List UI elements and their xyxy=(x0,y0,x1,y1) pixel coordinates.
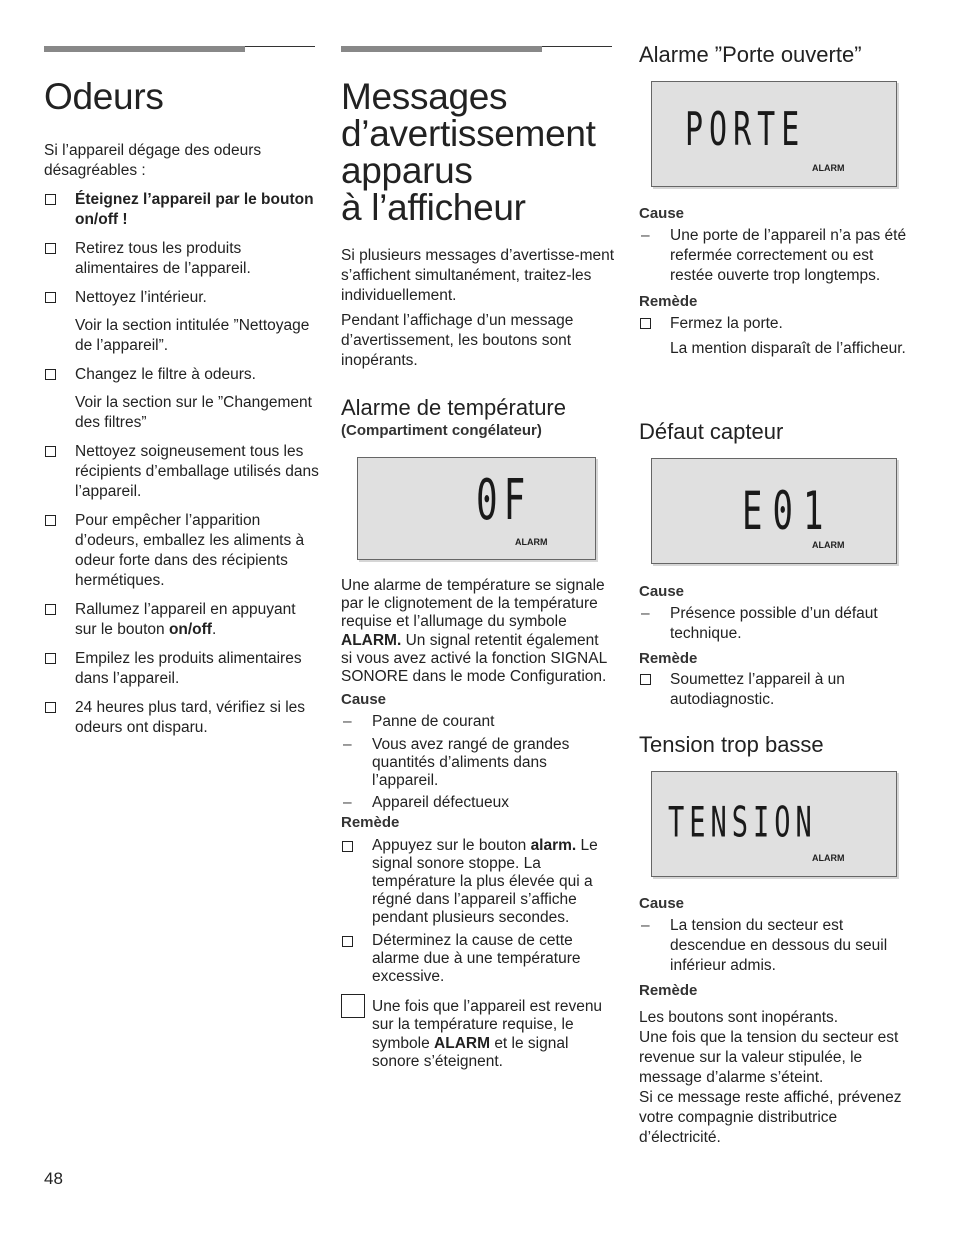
description xyxy=(341,577,611,686)
remedy-label: Remède xyxy=(639,293,698,310)
item-text: Empilez les produits alimentaires dans l’appareil. xyxy=(75,650,302,687)
display-tension xyxy=(651,771,897,877)
title-line: d’avertissement xyxy=(341,113,596,154)
section-title-capteur: Défaut capteur xyxy=(639,419,784,444)
section-title-tension: Tension trop basse xyxy=(639,732,824,757)
list-item xyxy=(44,365,319,385)
list-item xyxy=(44,288,319,308)
alarm-label: ALARM xyxy=(812,540,845,550)
cause-label: Cause xyxy=(341,691,387,709)
cause-label: Cause xyxy=(639,205,685,222)
remedy-text: Une fois que l’appareil est revenu sur la température requise, le symbole xyxy=(372,998,603,1052)
cause-label: Cause xyxy=(639,583,685,600)
top-rule-col1 xyxy=(44,46,315,48)
top-rule-col2 xyxy=(341,46,612,48)
list-item xyxy=(44,239,319,279)
remedy-paragraph: Si ce message reste affiché, prévenez votre compagnie distributrice d’électricité. xyxy=(639,1089,902,1146)
display-segments: E01 xyxy=(742,481,834,543)
rule-bar xyxy=(341,46,542,52)
remedy-text: Appuyez sur le bouton xyxy=(372,836,531,854)
title-odeurs: Odeurs xyxy=(44,76,164,117)
cause-item: – Vous avez rangé de grandes quantités d’aliments dans l’appareil. xyxy=(341,736,611,791)
intro-text: Si l’appareil dégage des odeurs désagréables : xyxy=(44,142,262,179)
tension-body xyxy=(639,894,909,1148)
title-line: Messages xyxy=(341,76,508,117)
display-segments: TENSION xyxy=(668,799,817,848)
list-item xyxy=(44,649,319,689)
item-text: Nettoyez l’intérieur. xyxy=(75,289,207,306)
section-title-porte: Alarme ”Porte ouverte” xyxy=(639,42,862,67)
checklist xyxy=(44,190,319,738)
display-temperature xyxy=(357,457,596,560)
cause-item: – La tension du secteur est descendue en dessous du seuil inférieur admis. xyxy=(639,916,909,976)
item-text: 24 heures plus tard, vérifiez si les odeurs ont disparu. xyxy=(75,699,306,736)
display-segments: PORTE xyxy=(685,103,806,158)
cause-label: Cause xyxy=(639,895,685,912)
page-number: 48 xyxy=(44,1169,63,1188)
list-item xyxy=(44,511,319,591)
alarm-label: ALARM xyxy=(515,537,548,547)
title-messages xyxy=(341,78,616,226)
item-text-a: Rallumez l’appareil en appuyant sur le bouton xyxy=(75,601,296,638)
title-line: à l’afficheur xyxy=(341,187,526,228)
item-text: Pour empêcher l’apparition d’odeurs, emballez les aliments à odeur forte dans des récipients hermétiques. xyxy=(75,512,305,589)
display-segments: 0F xyxy=(476,469,532,533)
checkbox-square xyxy=(341,994,365,1018)
cause-item: – Présence possible d’un défaut technique. xyxy=(639,604,909,644)
title-line: apparus xyxy=(341,150,473,191)
remedy-text: Le signal sonore stoppe. La température la plus élevée qui a régné dans l’appareil s’affiche pendant plusieurs secondes. xyxy=(372,836,598,927)
item-text-b: . xyxy=(211,621,217,638)
cause-item: – Une porte de l’appareil n’a pas été refermée correctement ou est restée ouverte trop longtemps. xyxy=(639,226,909,286)
column-messages xyxy=(341,78,616,441)
desc-text: Une alarme de température se signale par le clignotement de la température requise et l’allumage du symbole xyxy=(341,577,605,631)
note-text: Voir la section intitulée ”Nettoyage de l’appareil”. xyxy=(75,317,310,354)
remedy-item: Fermez la porte. xyxy=(639,314,909,334)
list-item xyxy=(44,600,319,640)
remedy-item xyxy=(341,837,611,928)
item-text: Retirez tous les produits alimentaires de l’appareil. xyxy=(75,240,251,277)
list-item xyxy=(44,698,319,738)
item-text: Nettoyez soigneusement tous les récipients d’emballage utilisés dans l’appareil. xyxy=(75,443,319,500)
remedy-label: Remède xyxy=(341,814,400,832)
item-text: Changez le filtre à odeurs. xyxy=(75,366,256,383)
list-note xyxy=(44,316,319,356)
capteur-body xyxy=(639,582,909,710)
remedy-label: Remède xyxy=(639,650,698,667)
remedy-item: Soumettez l’appareil à un autodiagnostic. xyxy=(639,670,909,710)
section-subtitle: (Compartiment congélateur) xyxy=(341,422,542,439)
remedy-bold: alarm. xyxy=(530,836,577,854)
note-text: Voir la section sur le ”Changement des filtres” xyxy=(75,394,312,431)
alarm-label: ALARM xyxy=(812,853,845,863)
intro-paragraph: Si plusieurs messages d’avertisse-ment s’affichent simultanément, traitez-les individuellement. xyxy=(341,247,615,304)
remedy-text: et le signal sonore s’éteignent. xyxy=(372,1034,569,1070)
remedy-bold: ALARM xyxy=(434,1034,490,1052)
list-item xyxy=(44,442,319,502)
column-odeurs xyxy=(44,78,319,738)
display-porte xyxy=(651,81,897,187)
remedy-item xyxy=(341,998,611,1071)
section-title-temperature: Alarme de température xyxy=(341,395,566,420)
alarm-label: ALARM xyxy=(812,163,845,173)
desc-text: Un signal retentit également si vous avez activé la fonction SIGNAL SONORE dans le mode Configuration. xyxy=(341,631,607,686)
remedy-item: Déterminez la cause de cette alarme due à une température excessive. xyxy=(341,932,611,987)
cause-item: – Appareil défectueux xyxy=(341,794,611,812)
cause-item: – Panne de courant xyxy=(341,713,611,731)
temperature-alarm-body xyxy=(341,577,611,1071)
list-note xyxy=(44,393,319,433)
item-bold: on/off xyxy=(168,621,212,638)
remedy-paragraph: Une fois que la tension du secteur est revenue sur la valeur stipulée, le message d’alarme s’éteint. xyxy=(639,1029,899,1086)
item-text: Éteignez l’appareil par le bouton on/off ! xyxy=(75,191,314,228)
intro-paragraph: Pendant l’affichage d’un message d’avertissement, les boutons sont inopérants. xyxy=(341,312,574,369)
remedy-paragraph: Les boutons sont inopérants. xyxy=(639,1009,839,1026)
desc-bold: ALARM. xyxy=(341,631,402,649)
display-capteur xyxy=(651,458,897,564)
rule-bar xyxy=(44,46,245,52)
remedy-note: La mention disparaît de l’afficheur. xyxy=(670,340,906,357)
porte-body xyxy=(639,204,909,359)
list-item xyxy=(44,190,319,230)
remedy-label: Remède xyxy=(639,982,698,999)
